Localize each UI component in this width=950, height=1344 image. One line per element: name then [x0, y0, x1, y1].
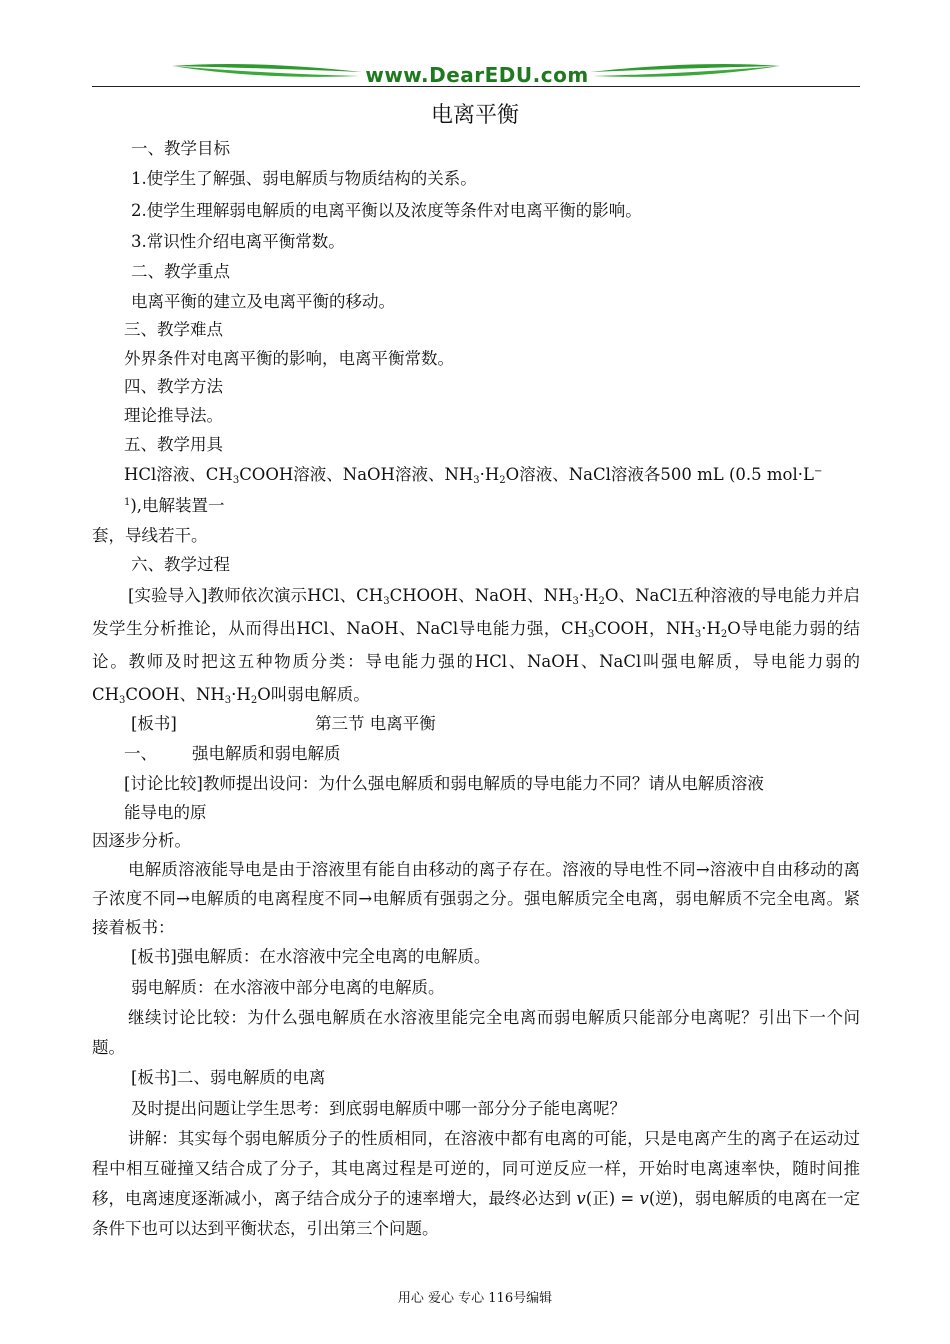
discussion-1-line-b: 能导电的原: [124, 803, 207, 822]
objective-item-3: 3.常识性介绍电离平衡常数。: [131, 232, 345, 251]
board-strong-electrolyte: [板书]强电解质：在水溶液中完全电离的电解质。: [131, 947, 491, 966]
objective-item-1: 1.使学生了解强、弱电解质与物质结构的关系。: [131, 169, 477, 188]
weak-electrolyte-definition: 弱电解质：在水溶液中部分电离的电解质。: [131, 978, 445, 997]
methods-heading: 四、教学方法: [124, 377, 223, 396]
header-rule: [92, 86, 860, 87]
methods-text: 理论推导法。: [124, 406, 223, 425]
explanation-paragraph-2: 讲解：其实每个弱电解质分子的性质相同，在溶液中都有电离的可能，只是电离产生的离子在运动过程中相互碰撞又结合成了分子，其电离过程是可逆的，同可逆反应一样，开始时电离速率快，随时间推移，电离速度逐渐减小，离子结合成分子的速率增大，最终必达到 v(正) = v(逆)，弱电解质的电离在一定条件下也可以达到平衡状态，引出第三个问题。: [92, 1129, 860, 1238]
tools-text-cont: $^1$),电解装置一: [124, 496, 225, 515]
key-points-text: 电离平衡的建立及电离平衡的移动。: [131, 292, 395, 311]
discussion-1-line-c: 因逐步分析。: [92, 831, 191, 850]
explanation-paragraph-1: 电解质溶液能导电是由于溶液里有能自由移动的离子存在。溶液的导电性不同→溶液中自由移动的离子浓度不同→电解质的电离程度不同→电解质有强弱之分。强电解质完全电离，弱电解质不完全电离。紧接着板书：: [92, 860, 860, 937]
discussion-1-line-a: [讨论比较]教师提出设问：为什么强电解质和弱电解质的导电能力不同？请从电解质溶液: [124, 774, 764, 793]
section1-title: 强电解质和弱电解质: [192, 744, 341, 763]
header-site-name: www.DearEDU.com: [365, 63, 589, 87]
question-text: 及时提出问题让学生思考：到底弱电解质中哪一部分分子能电离呢？: [131, 1099, 626, 1118]
board-label-1: [板书]: [131, 714, 177, 733]
key-points-heading: 二、教学重点: [131, 262, 230, 281]
objectives-heading: 一、教学目标: [131, 139, 230, 158]
tools-text-end: 套，导线若干。: [92, 526, 208, 545]
document-title: 电离平衡: [430, 103, 519, 128]
difficulties-text: 外界条件对电离平衡的影响，电离平衡常数。: [124, 349, 454, 368]
section1-number: 一、: [124, 744, 157, 763]
tools-heading: 五、教学用具: [124, 435, 223, 454]
difficulties-heading: 三、教学难点: [124, 320, 223, 339]
discussion-2-paragraph: 继续讨论比较：为什么强电解质在水溶液里能完全电离而弱电解质只能部分电离呢？引出下一个问题。: [92, 1008, 860, 1057]
objective-item-2: 2.使学生理解弱电解质的电离平衡以及浓度等条件对电离平衡的影响。: [131, 201, 642, 220]
process-heading: 六、教学过程: [131, 555, 230, 574]
experiment-intro-paragraph: [实验导入]教师依次演示HCl、$CH_3CHOOH$、NaOH、$NH_3\cdot H_2O$、NaCl五种溶液的导电能力并启发学生分析推论，从而得出HCl、NaOH、NaCl导电能力强，$CH_3COOH$，$NH_3\cdot H_2O$导电能力弱的结论。教师及时把这五种物质分类：导电能力强的HCl、NaOH、NaCl叫强电解质，导电能力弱的$CH_3COOH$、$NH_3\cdot H_2O$叫弱电解质。: [92, 586, 860, 706]
page-footer: 用心 爱心 专心 116号编辑: [397, 1291, 553, 1306]
board-weak-ionization: [板书]二、弱电解质的电离: [131, 1068, 326, 1087]
tools-text: HCl溶液、$CH_3COOH$溶液、NaOH溶液、$NH_3\cdot H_2O$溶液、NaCl溶液各500 mL (0.5 mol·L−: [124, 465, 823, 486]
board-section-title: 第三节 电离平衡: [315, 714, 436, 733]
